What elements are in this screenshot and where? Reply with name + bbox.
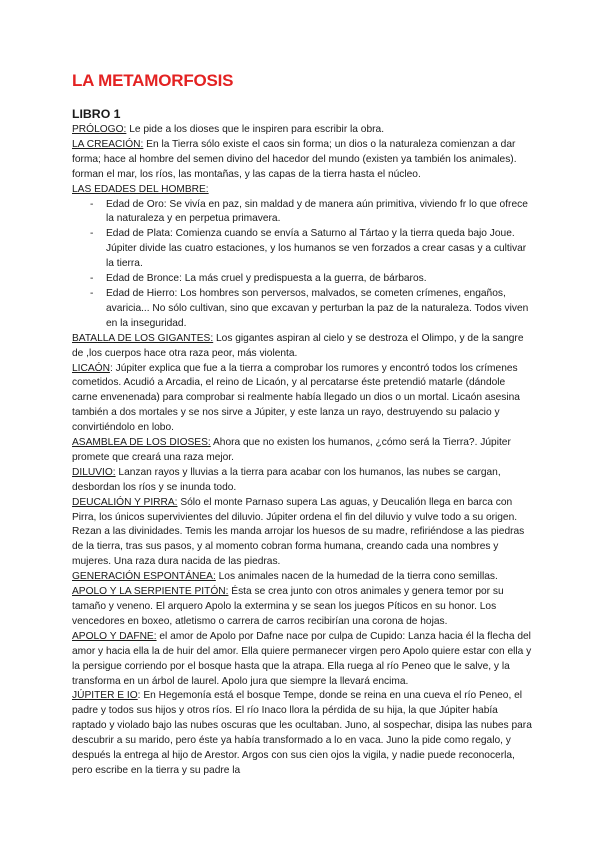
section-diluvio	[72, 466, 532, 496]
section-label: GENERACIÓN ESPONTÁNEA:	[72, 571, 216, 583]
document-title: LA METAMORFOSIS	[72, 71, 234, 90]
section-text: Los animales nacen de la humedad de la tierra cono semillas.	[215, 571, 498, 583]
list-item: - Edad de Plata: Comienza cuando se envía a Saturno al Tártao y la tierra queda bajo Joue. Júpiter divide las cuatro estaciones, y los humanos se ven forzados a crear casas y a cultivar la tierra.	[72, 227, 532, 272]
section-label: LA CREACIÓN:	[72, 138, 144, 150]
section-text: Ahora que no existen los humanos, ¿cómo será la Tierra?. Júpiter promete que creará una raza mejor.	[72, 437, 511, 463]
section-label: DEUCALIÓN Y PIRRA:	[72, 496, 178, 508]
section-label: LICAÓN	[72, 362, 110, 374]
book-heading: LIBRO 1	[72, 107, 121, 121]
section-text: En la Tierra sólo existe el caos sin forma; un dios o la naturaleza comienzan a dar forma; hace al hombre del semen divino del hacedor del mundo (existen ya también los animales). forman el mar, los ríos, las montañas, y las capas de la tierra hasta el núcleo.	[72, 138, 517, 180]
section-label: APOLO Y DAFNE:	[72, 630, 157, 642]
section-generacion	[72, 570, 532, 585]
list-item: - Edad de Bronce: La más cruel y predispuesta a la guerra, de bárbaros.	[72, 272, 532, 287]
section-deucalion	[72, 496, 532, 571]
section-text: Los gigantes aspiran al cielo y se destroza el Olimpo, y de la sangre de ,los cuerpos hace otra raza peor, más violenta.	[72, 332, 524, 359]
section-prologo	[72, 123, 532, 138]
section-apolo-dafne	[72, 630, 532, 690]
section-text: Lanzan rayos y lluvias a la tierra para acabar con los humanos, las nubes se cargan, desbordan los ríos y se inunda todo.	[72, 466, 501, 493]
section-label: ASAMBLEA DE LOS DIOSES:	[72, 437, 211, 449]
section-label: PRÓLOGO:	[72, 124, 127, 135]
section-creacion	[72, 138, 532, 183]
list-item: - Edad de Hierro: Los hombres son perversos, malvados, se cometen crímenes, engaños, avaricia... No sólo cultivan, sino que excavan y perturban la paz de la naturaleza. Todos viven en la inseguridad.	[72, 287, 532, 332]
section-label: LAS EDADES DEL HOMBRE:	[72, 183, 209, 195]
section-text: Ésta se crea junto con otros animales y genera temor por su tamaño y veneno. El arquero Apolo la extermina y se sean los juegos Píticos en su honor. Los vencedores en boxeo, atletismo o carrera de carros recibirían una corona de hojas.	[72, 586, 504, 627]
section-text: el amor de Apolo por Dafne nace por culpa de Cupido: Lanza hacia él la flecha del amor y hacia ella la de huir del amor. Ella quiere permanecer virgen pero Apolo quiere estar con ella y la persigue corriendo por el bosque hasta que la atrapa. Ella ruega al río Peneo que le salve, y la transforma en un árbol de laurel. Apolo jura que siempre la llevará encima.	[72, 630, 532, 687]
section-label: DILUVIO:	[72, 466, 116, 478]
section-text: : Júpiter explica que fue a la tierra a comprobar los rumores y encontró todos los crímenes cometidos. Acudió a Arcadia, el reino de Licaón, y al percatarse éste pretendió matarle (dándole carne envenenada) para comprobar si realmente había llegado un dios o un mortal. Licaón asesina también a dos mortales y se nos sirve a Júpiter, y este lanza un rayo, destruyendo su palacio y convirtiéndolo en lobo.	[72, 362, 520, 434]
section-licaon	[72, 362, 532, 437]
section-jupiter-io	[72, 689, 532, 778]
ages-list	[72, 198, 532, 332]
section-text: Sólo el monte Parnaso supera Las aguas, y Deucalión llega en barca con Pirra, los únicos supervivientes del diluvio. Júpiter ordena el fin del diluvio y vulve todo a su origen. Rezan a las divinidades. Temis les manda arrojar los huesos de su madre, refiriéndose a las piedras de la tierra, tras sus pasos, y al momento cobran forma humana, creando cada una nombres y mujeres. Una raza dura nacida de las piedras.	[72, 496, 525, 568]
section-label: JÚPITER E IO	[72, 690, 138, 702]
section-asamblea	[72, 436, 532, 466]
section-apolo-serpiente	[72, 585, 532, 630]
section-label: BATALLA DE LOS GIGANTES:	[72, 332, 214, 344]
section-edades	[72, 183, 532, 198]
list-item: - Edad de Oro: Se vivía en paz, sin maldad y de manera aún primitiva, viviendo fr lo que ofrece la naturaleza y en perpetua primavera.	[72, 198, 532, 228]
section-label: APOLO Y LA SERPIENTE PITÓN:	[72, 586, 229, 598]
section-text: Le pide a los dioses que le inspiren para escribir la obra.	[126, 124, 385, 135]
section-text: : En Hegemonía está el bosque Tempe, donde se reina en una cueva el río Peneo, el padre y todos sus hijos y otros ríos. El río Inaco llora la pérdida de su hija, la que Júpiter había raptado y violado bajo las nubes oscuras que les ocultaban. Juno, al sospechar, disipa las nubes para descubrir a su marido, pero éste ya había transformado a lo en vaca. Juno la pide como regalo, y después la entrega al hijo de Arestor. Argos con sus cien ojos la vigila, y nadie puede reconocerla, pero escribe en la tierra y su padre la	[72, 690, 532, 776]
document-body	[72, 123, 532, 779]
section-gigantes	[72, 332, 532, 362]
